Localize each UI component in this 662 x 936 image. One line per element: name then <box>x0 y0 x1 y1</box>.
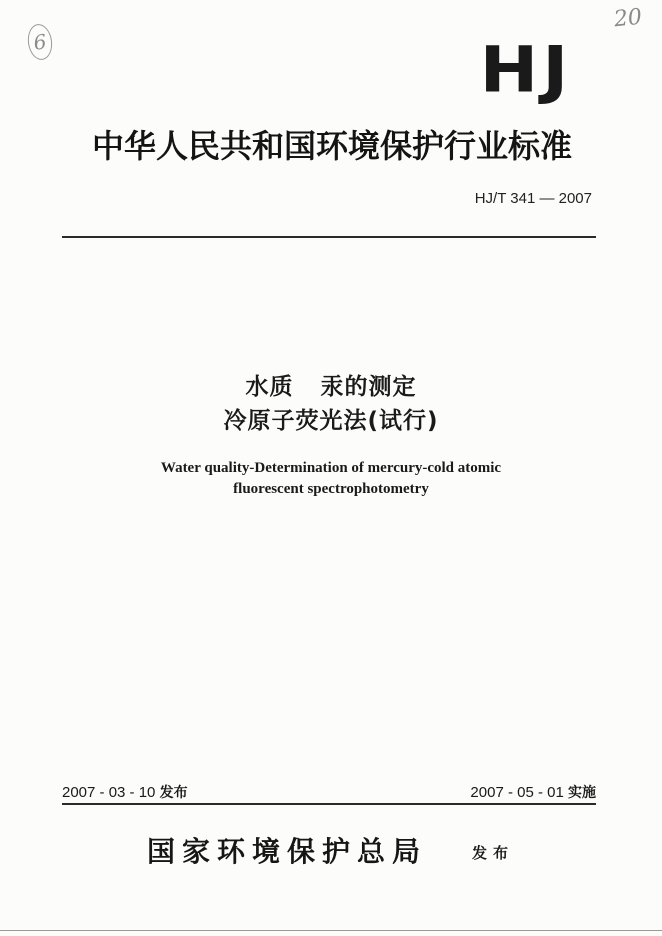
implement-label: 实施 <box>568 785 596 801</box>
issue-date: 2007 - 03 - 10 <box>62 784 156 801</box>
standard-number: HJ/T 341 — 2007 <box>474 190 592 207</box>
english-title-line-1: Water quality-Determination of mercury-cold atomic <box>160 460 502 476</box>
handwritten-page-number: 20 <box>612 4 644 33</box>
issue-label: 发布 <box>159 785 188 801</box>
issuing-authority: 国家环境保护总局 <box>147 835 428 868</box>
english-title-line-2: fluorescent spectrophotometry <box>233 481 429 497</box>
handwritten-circled-number: 6 <box>26 23 55 62</box>
chinese-title-line-2: 冷原子荧光法(试行) <box>223 408 439 434</box>
chinese-title-line-1: 水质 汞的测定 <box>245 374 417 400</box>
standard-category-title: 中华人民共和国环境保护行业标准 <box>91 127 572 165</box>
hj-logo: HJ <box>479 33 573 107</box>
issuing-authority-suffix: 发布 <box>472 844 515 862</box>
issue-date-block <box>62 782 188 802</box>
implement-date-block <box>470 782 596 802</box>
top-divider <box>62 236 596 238</box>
page-bottom-edge <box>0 930 662 931</box>
bottom-divider <box>62 803 596 805</box>
implement-date: 2007 - 05 - 01 <box>470 784 564 801</box>
